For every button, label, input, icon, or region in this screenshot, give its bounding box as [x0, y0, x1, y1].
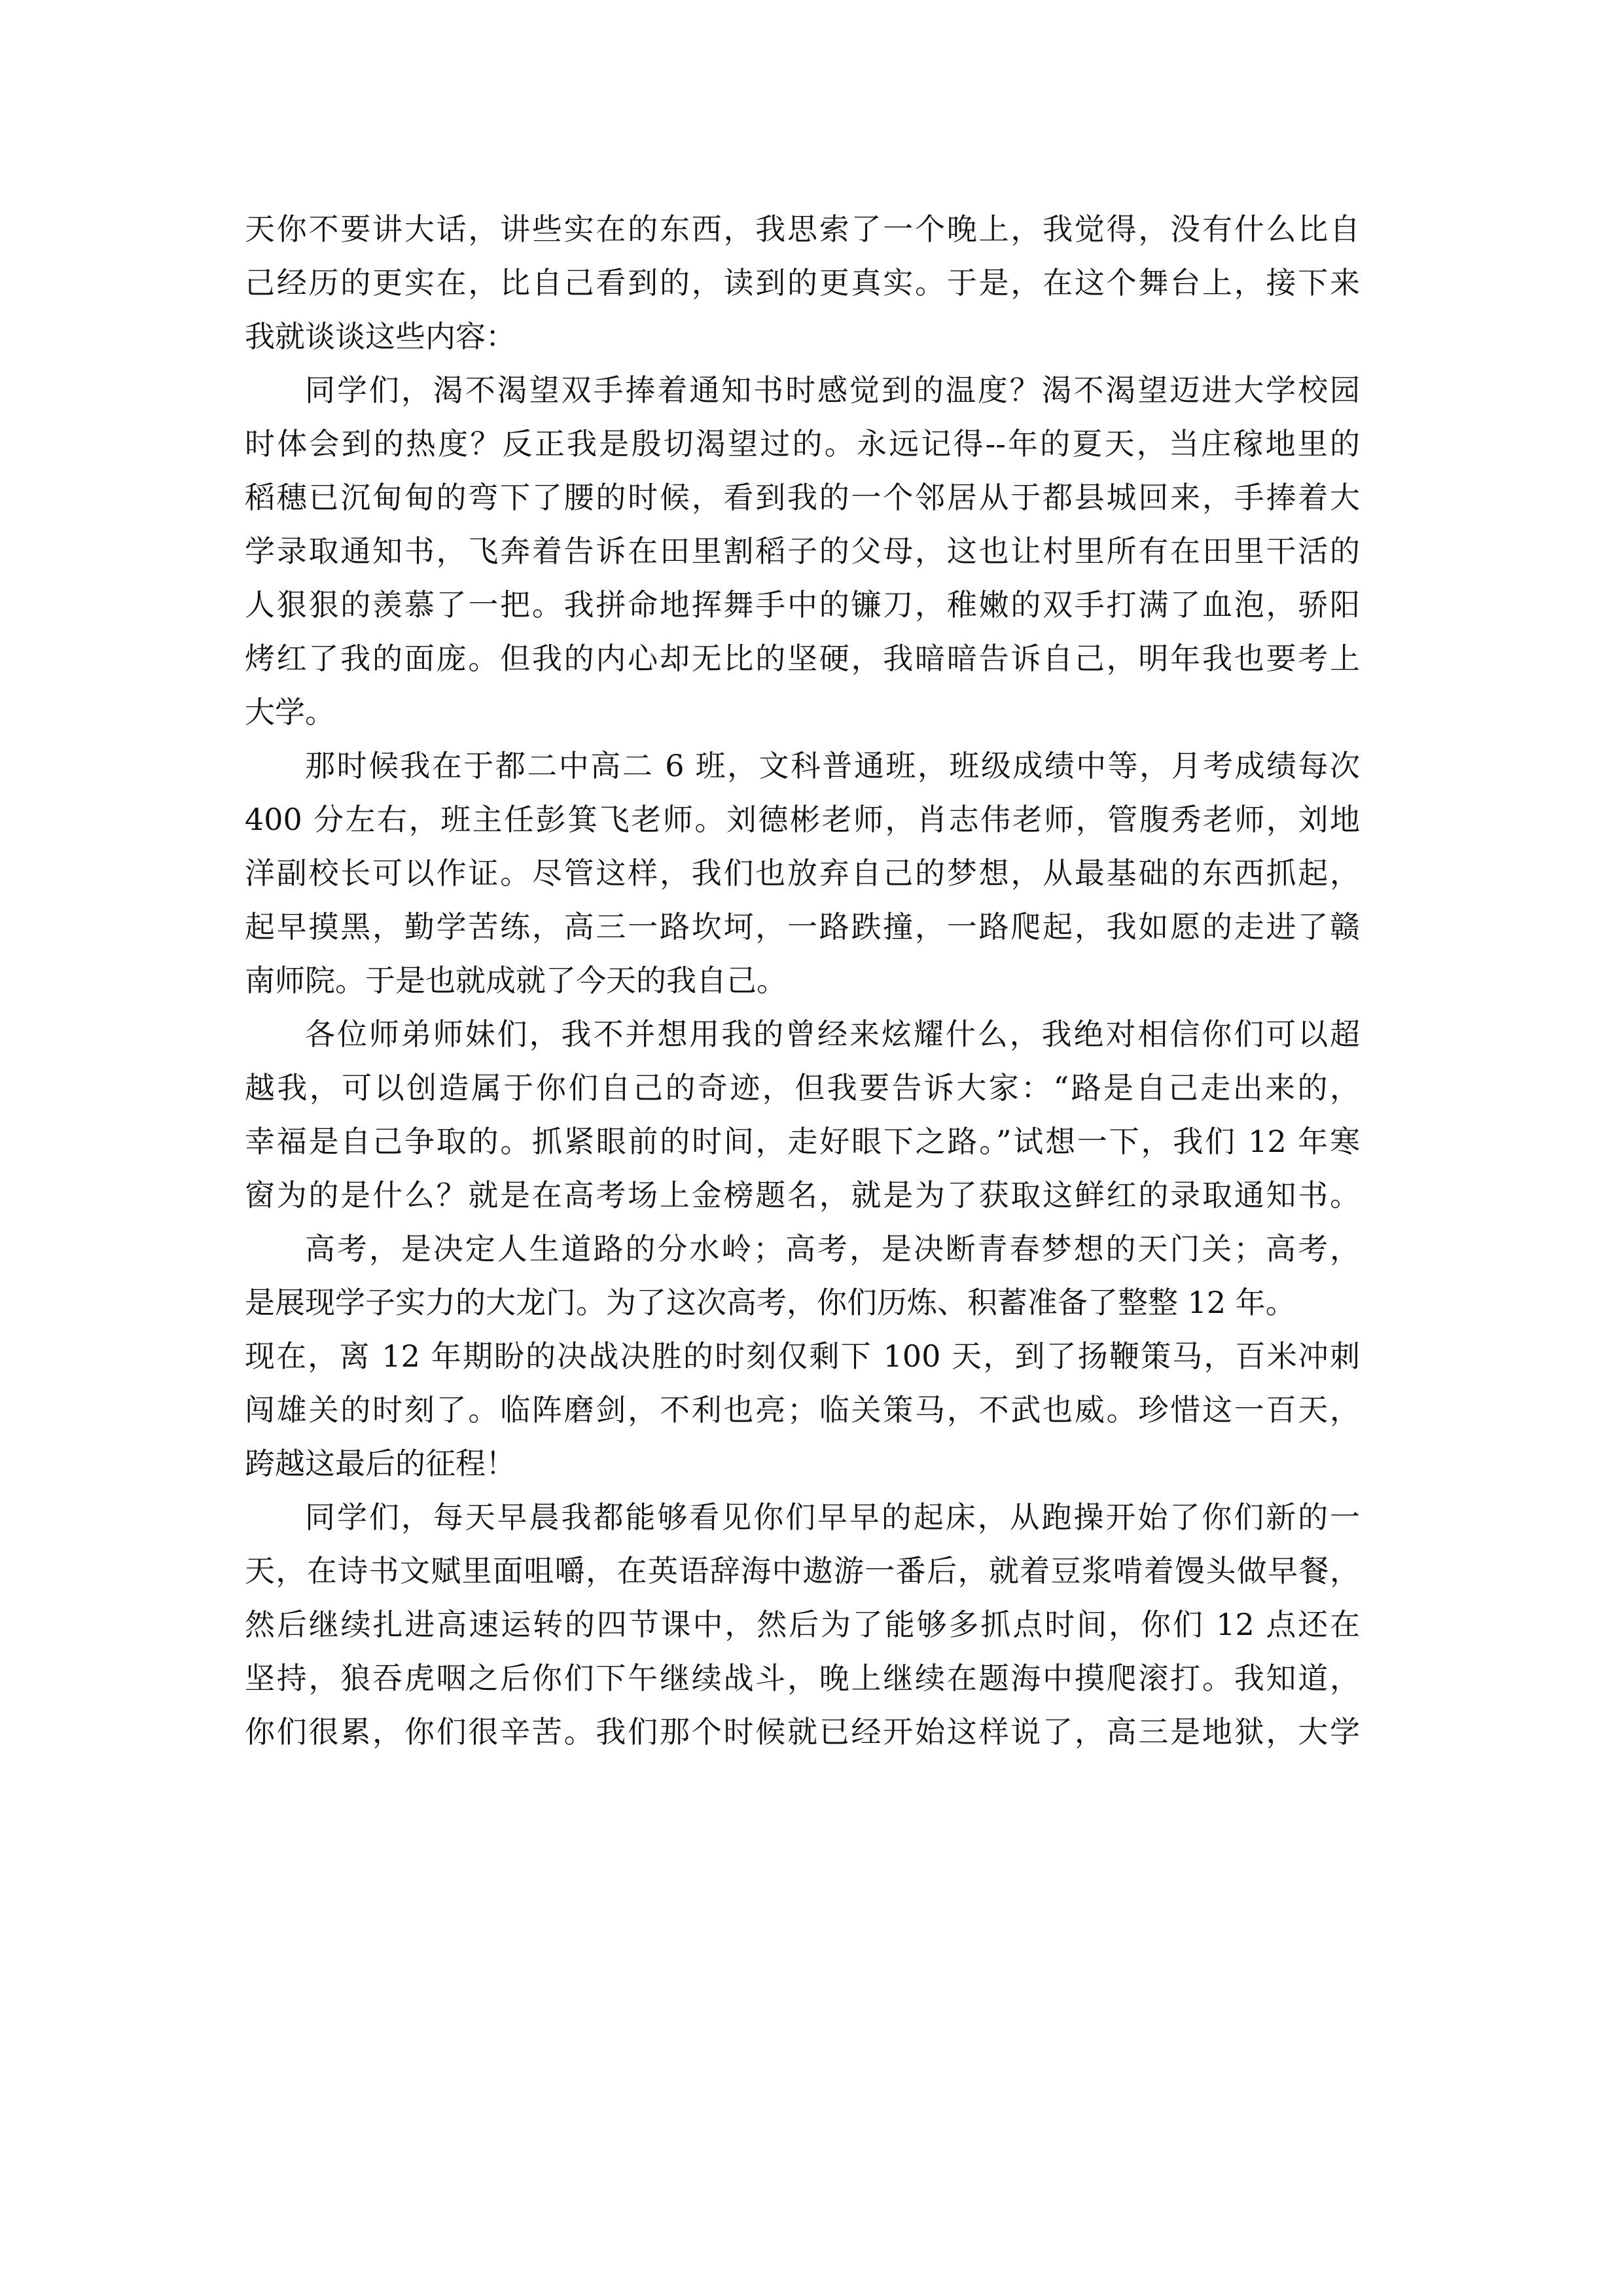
text-line: 然后继续扎进高速运转的四节课中，然后为了能够多抓点时间，你们 12 点还在: [245, 1607, 1360, 1642]
text-line: 同学们，每天早晨我都能够看见你们早早的起床，从跑操开始了你们新的一: [305, 1499, 1360, 1535]
text-line: 己经历的更实在，比自己看到的，读到的更真实。于是，在这个舞台上，接下来: [245, 265, 1360, 300]
text-line: 窗为的是什么？就是在高考场上金榜题名，就是为了获取这鲜红的录取通知书。: [245, 1177, 1360, 1213]
text-line: 高考，是决定人生道路的分水岭；高考，是决断青春梦想的天门关；高考，: [305, 1231, 1360, 1266]
text-line: 闯雄关的时刻了。临阵磨剑，不利也亮；临关策马，不武也威。珍惜这一百天，: [245, 1392, 1360, 1427]
document-body: [245, 202, 1360, 1759]
text-line: 幸福是自己争取的。抓紧眼前的时间，走好眼下之路。”试想一下，我们 12 年寒: [245, 1124, 1360, 1159]
text-line: 南师院。于是也就成就了今天的我自己。: [245, 963, 787, 998]
text-line: 稻穗已沉甸甸的弯下了腰的时候，看到我的一个邻居从于都县城回来，手捧着大: [245, 480, 1360, 515]
text-line: 起早摸黑，勤学苦练，高三一路坎坷，一路跌撞，一路爬起，我如愿的走进了赣: [245, 909, 1360, 944]
text-line: 各位师弟师妹们，我不并想用我的曾经来炫耀什么，我绝对相信你们可以超: [305, 1016, 1360, 1052]
text-line: 烤红了我的面庞。但我的内心却无比的坚硬，我暗暗告诉自己，明年我也要考上: [245, 641, 1360, 676]
text-line: 时体会到的热度？反正我是殷切渴望过的。永远记得--年的夏天，当庄稼地里的: [245, 426, 1360, 461]
text-line: 越我，可以创造属于你们自己的奇迹，但我要告诉大家：“路是自己走出来的，: [245, 1070, 1360, 1105]
text-line: 你们很累，你们很辛苦。我们那个时候就已经开始这样说了，高三是地狱，大学: [245, 1714, 1360, 1749]
text-line: 是展现学子实力的大龙门。为了这次高考，你们历炼、积蓄准备了整整 12 年。: [245, 1285, 1296, 1320]
text-line: 我就谈谈这些内容：: [245, 319, 516, 354]
text-line: 洋副校长可以作证。尽管这样，我们也放弃自己的梦想，从最基础的东西抓起，: [245, 855, 1360, 891]
text-line: 天，在诗书文赋里面咀嚼，在英语辞海中遨游一番后，就着豆浆啃着馒头做早餐，: [245, 1553, 1360, 1588]
text-line: 现在，离 12 年期盼的决战决胜的时刻仅剩下 100 天，到了扬鞭策马，百米冲刺: [245, 1338, 1360, 1374]
text-line: 同学们，渴不渴望双手捧着通知书时感觉到的温度？渴不渴望迈进大学校园: [305, 372, 1360, 408]
text-line: 人狠狠的羡慕了一把。我拼命地挥舞手中的镰刀，稚嫩的双手打满了血泡，骄阳: [245, 587, 1360, 622]
text-line: 大学。: [245, 694, 335, 730]
text-line: 那时候我在于都二中高二 6 班，文科普通班，班级成绩中等，月考成绩每次: [305, 748, 1360, 783]
text-line: 400 分左右，班主任彭箕飞老师。刘德彬老师，肖志伟老师，管腹秀老师，刘地: [245, 802, 1360, 837]
text-line: 天你不要讲大话，讲些实在的东西，我思索了一个晚上，我觉得，没有什么比自: [245, 211, 1360, 247]
text-line: 学录取通知书，飞奔着告诉在田里割稻子的父母，这也让村里所有在田里干活的: [245, 533, 1360, 569]
text-line: 跨越这最后的征程！: [245, 1446, 516, 1481]
text-line: 坚持，狼吞虎咽之后你们下午继续战斗，晚上继续在题海中摸爬滚打。我知道，: [245, 1660, 1360, 1696]
